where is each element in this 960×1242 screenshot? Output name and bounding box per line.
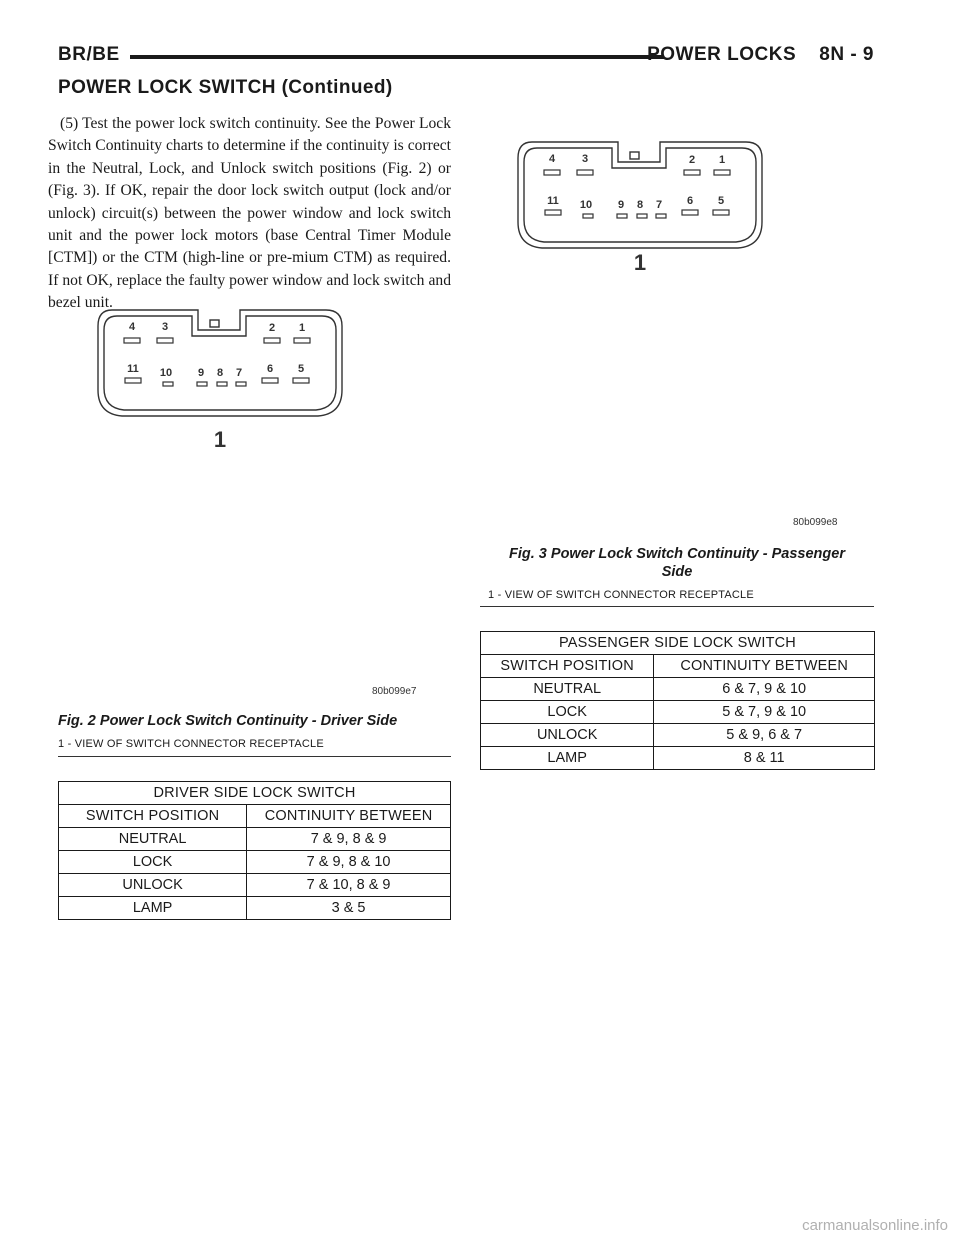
passenger-row-position: LOCK [481,701,654,724]
page-header [58,44,874,72]
fig3-caption-line1: Fig. 3 Power Lock Switch Continuity - Passenger [509,546,845,562]
pin-label-11: 11 [547,195,559,207]
passenger-row-position: NEUTRAL [481,678,654,701]
fig2-caption: Fig. 2 Power Lock Switch Continuity - Driver Side [58,713,398,729]
table-row [481,701,875,724]
driver-col-continuity: CONTINUITY BETWEEN [247,805,451,828]
table-row [59,851,451,874]
table-title-row [59,782,451,805]
driver-col-switch-position: SWITCH POSITION [59,805,247,828]
passenger-row-position: UNLOCK [481,724,654,747]
fig2-pins [124,321,310,386]
pin-terminal-10 [583,214,593,218]
pin-terminal-4 [124,338,140,343]
pin-label-2: 2 [268,322,276,334]
section-title: POWER LOCK SWITCH (Continued) [58,77,393,98]
pin-terminal-7 [656,214,666,218]
pin-label-4: 4 [128,321,136,333]
fig3-caption-line2: Side [661,564,693,580]
driver-row-position: LOCK [59,851,247,874]
passenger-row-continuity: 6 & 7, 9 & 10 [654,678,875,701]
fig2-rule [58,756,451,757]
pin-label-3: 3 [161,321,169,333]
table-row [59,828,451,851]
watermark: carmanualsonline.info [802,1217,948,1234]
pin-terminal-8 [217,382,227,386]
fig2-image-code: 80b099e7 [372,686,417,697]
pin-terminal-1 [714,170,730,175]
pin-label-9: 9 [197,367,205,379]
body-paragraph: (5) Test the power lock switch continuity. See the Power Lock Switch Continuity charts to determine if the continuity is correct in the Neutral, Lock, and Unlock switch positions (Fig. 2) or (Fig. 3). If OK, repair the door lock switch output (lock and/or unlock) circuit(s) between the power window and lock switch unit and the power lock motors (base Central Timer Module [CTM]) or the CTM (high-line or pre-mium CTM) as required. If not OK, replace the faulty power window and lock switch and bezel unit. [48,115,451,312]
pin-label-6: 6 [686,195,694,207]
pin-terminal-5 [713,210,729,215]
passenger-row-continuity: 5 & 9, 6 & 7 [654,724,875,747]
pin-label-8: 8 [636,199,644,211]
table-header-row [481,655,875,678]
table-row [481,747,875,770]
pin-terminal-5 [293,378,309,383]
fig3-pins [544,153,730,218]
fig3-legend: 1 - VIEW OF SWITCH CONNECTOR RECEPTACLE [488,589,754,601]
passenger-row-continuity: 5 & 7, 9 & 10 [654,701,875,724]
fig3-image-code: 80b099e8 [793,517,838,528]
table-row [481,724,875,747]
pin-label-7: 7 [655,199,663,211]
pin-terminal-6 [262,378,278,383]
pin-terminal-6 [682,210,698,215]
driver-row-continuity: 7 & 10, 8 & 9 [247,874,451,897]
pin-label-6: 6 [266,363,274,375]
pin-label-1: 1 [718,154,726,166]
pin-terminal-9 [617,214,627,218]
pin-terminal-4 [544,170,560,175]
table-row [59,897,451,920]
pin-terminal-3 [577,170,593,175]
pin-terminal-10 [163,382,173,386]
fig2-callout-number: 1 [213,427,227,452]
fig3-rule [480,606,874,607]
driver-row-continuity: 3 & 5 [247,897,451,920]
passenger-side-table [480,631,875,770]
table-header-row [59,805,451,828]
passenger-table-title: PASSENGER SIDE LOCK SWITCH [481,632,875,655]
pin-label-5: 5 [717,195,725,207]
fig2-connector-diagram [90,300,350,460]
pin-label-9: 9 [617,199,625,211]
driver-row-position: NEUTRAL [59,828,247,851]
header-rule [130,55,664,59]
driver-row-continuity: 7 & 9, 8 & 10 [247,851,451,874]
pin-terminal-2 [264,338,280,343]
header-section-page: POWER LOCKS 8N - 9 [647,44,874,65]
passenger-row-continuity: 8 & 11 [654,747,875,770]
pin-label-10: 10 [159,367,173,379]
pin-terminal-11 [125,378,141,383]
driver-table-title: DRIVER SIDE LOCK SWITCH [59,782,451,805]
pin-terminal-1 [294,338,310,343]
driver-row-position: LAMP [59,897,247,920]
pin-label-4: 4 [548,153,556,165]
pin-terminal-2 [684,170,700,175]
pin-terminal-7 [236,382,246,386]
pin-terminal-9 [197,382,207,386]
fig3-callout-number: 1 [633,250,647,275]
table-row [481,678,875,701]
pin-label-3: 3 [581,153,589,165]
driver-row-position: UNLOCK [59,874,247,897]
pin-label-10: 10 [579,199,593,211]
driver-row-continuity: 7 & 9, 8 & 9 [247,828,451,851]
pin-label-7: 7 [235,367,243,379]
pin-terminal-11 [545,210,561,215]
fig3-caption [480,545,874,581]
header-model: BR/BE [58,44,120,65]
pin-label-2: 2 [688,154,696,166]
pin-label-11: 11 [127,363,139,375]
table-row [59,874,451,897]
fig2-legend: 1 - VIEW OF SWITCH CONNECTOR RECEPTACLE [58,738,324,750]
pin-terminal-8 [637,214,647,218]
pin-label-8: 8 [216,367,224,379]
table-title-row [481,632,875,655]
driver-side-table [58,781,451,920]
passenger-row-position: LAMP [481,747,654,770]
pin-label-5: 5 [297,363,305,375]
passenger-col-switch-position: SWITCH POSITION [481,655,654,678]
fig3-connector-diagram [510,132,770,292]
pin-terminal-3 [157,338,173,343]
pin-label-1: 1 [298,322,306,334]
passenger-col-continuity: CONTINUITY BETWEEN [654,655,875,678]
